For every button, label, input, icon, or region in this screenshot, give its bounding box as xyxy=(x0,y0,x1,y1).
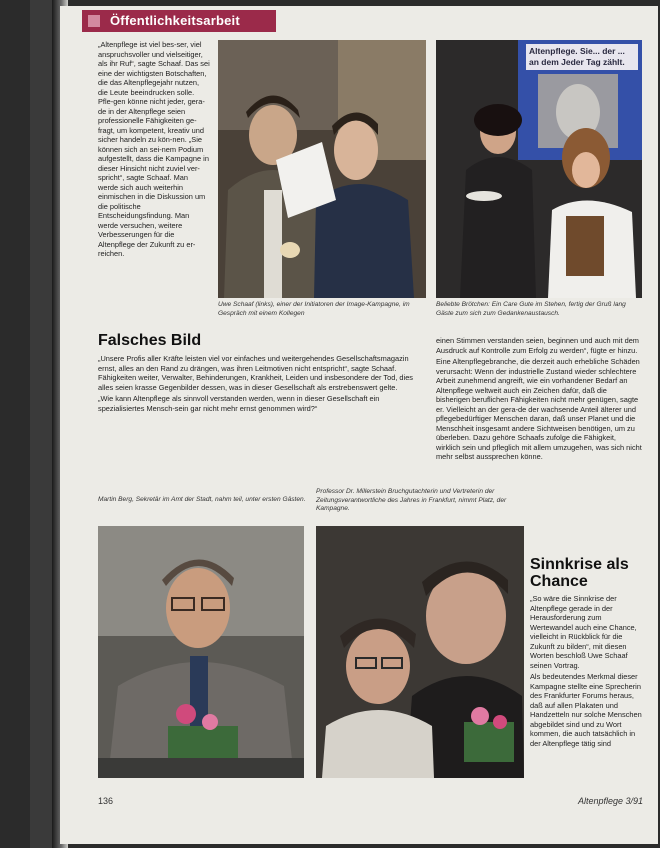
photo3-caption: Martin Berg, Sekretär im Amt der Stadt, nahm teil, unter ersten Gästen. xyxy=(98,496,306,503)
falsches-bild-paragraph-1: „Unsere Profis aller Kräfte leisten viel vor einfaches und weitergehendes Gesellschaftsmagazin ernst, alles an den Rand zu drängen, was ihren Leitmotiven nicht entspricht“, sagte Schaaf. Fähigkeiten weiter, Verwalter, Behinderungen, Krankheit, Leiden und insbesondere der Tod, dies alles seien krasse Gegenbilder dessen, was in dieser Gesellschaft als erstrebenswert gelte. xyxy=(98,354,413,392)
right-column-text xyxy=(436,336,642,464)
heading-falsches-bild: Falsches Bild xyxy=(98,332,202,349)
intro-column xyxy=(98,40,210,261)
poster-line-1: Altenpflege. Sie... der ... xyxy=(529,46,625,56)
photo-campaign-poster-guests xyxy=(436,40,642,298)
photo2-caption: Beliebte Brötchen: Ein Care Gute im Stehen, fertig der Gruß lang Gäste zum sich zum Gedankenaustausch. xyxy=(436,301,626,317)
photo1-caption: Uwe Schaaf (links), einer der Initiatoren der Image-Kampagne, im Gespräch mit einem Kollegen xyxy=(218,301,410,317)
sinnkrise-paragraph-2: Als bedeutendes Merkmal dieser Kampagne stellte eine Sprecherin des Frankfurter Forums heraus, daß auf allen Plakaten und Handzetteln nur solche Menschen abgebildet sind und zu Wort kommen, die auch tatsächlich in der Altenpflege tätig sind xyxy=(530,672,642,748)
heading-sinnkrise: Sinnkrise als Chance xyxy=(530,556,629,590)
poster-line-2: an dem Jeder Tag zählt. xyxy=(529,57,625,67)
photo-elderly-couple xyxy=(316,526,524,778)
section-marker-icon xyxy=(88,15,100,27)
journal-issue: Altenpflege 3/91 xyxy=(578,796,644,806)
falsches-bild-column xyxy=(98,354,422,415)
section-label: Öffentlichkeitsarbeit xyxy=(110,13,240,28)
page-number: 136 xyxy=(98,796,114,806)
photo4-caption: Professor Dr. Millerstein Bruchgutachterin und Vertreterin der Zeitungsverantwortliche des Jahres in Frankfurt, nimmt Platz, der Kampagne. xyxy=(316,488,507,512)
right-column-paragraph-2: Eine Altenpflegebranche, die derzeit auch erhebliche Schäden verursacht: Wenn der industrielle Zustand wieder schlechtere Arbeit zunehmend angreift, wie ein vorhandener Bedarf an Altenpflege weltweit auch ein Zeichen dafür, daß die bisherigen beruflichen Fähigkeiten nicht mehr genügen, sagte er. Vielleicht an der gera-de der wachsende Anteil älterer und pflegebedürftiger Menschen daran, daß unser Planet und die Menschheit insgesamt andere Sichtweisen benötigen, um zu überleben. Dazu gehöre Schaafs zufolge die Fähigkeit, wirklich sein und pfleglich mit allem umzugehen, was sich nicht mehr selbst aussprechen könne. xyxy=(436,357,642,461)
falsches-bild-paragraph-2: „Wie kann Altenpflege als sinnvoll verstanden werden, wenn in dieser Gesellschaft ein spezialisiertes Mensch-sein gar nicht mehr ernst genommen wird?“ xyxy=(98,394,380,413)
book-edge xyxy=(30,0,54,848)
right-column-paragraph-1: einen Stimmen verstanden seien, beginnen und auch mit dem Ausdruck auf Kontrolle zum Erfolg zu werden“, fügte er hinzu. xyxy=(436,336,639,355)
photo-seated-man xyxy=(98,526,304,778)
intro-paragraph: „Altenpflege ist viel bes-ser, viel anspruchsvoller und vielseitiger, als ihr Ruf“, sagte Schaaf. Das sei eine der wichtigsten Botschaften, die das Altenpflegejahr nutzen, die Leute beeindrucken solle. Pfle-gen könne nicht jeder, gera-de in der Altenpflege seien professionelle Fähigkeiten ge-fragt, um kompetent, kreativ und sicher handeln zu kön-nen. „Sie können sich an sei-nem Podium aufgestellt, dass die Kampagne in dieser Hinsicht nicht zuviel ver-spricht“, sagte Schaaf. Man werde sich auch weiterhin einmischen in die Diskussion um die politische Entscheidungsfindung. Man werde versuchen, weitere Verbesserungen für die Altenpflege der Zukunft zu er-reichen. xyxy=(98,40,210,258)
sinnkrise-paragraph-1: „So wäre die Sinnkrise der Altenpflege gerade in der Herausforderung zum Wertewandel auch eine Chance, vielleicht in Rückblick für die Zukunft zu bilden“, mit diesen Worten beschloß Uwe Schaaf seinen Vortrag. xyxy=(530,594,637,670)
sinnkrise-column xyxy=(530,594,644,750)
photo-schaaf-conversation xyxy=(218,40,426,298)
section-tag xyxy=(82,10,276,32)
